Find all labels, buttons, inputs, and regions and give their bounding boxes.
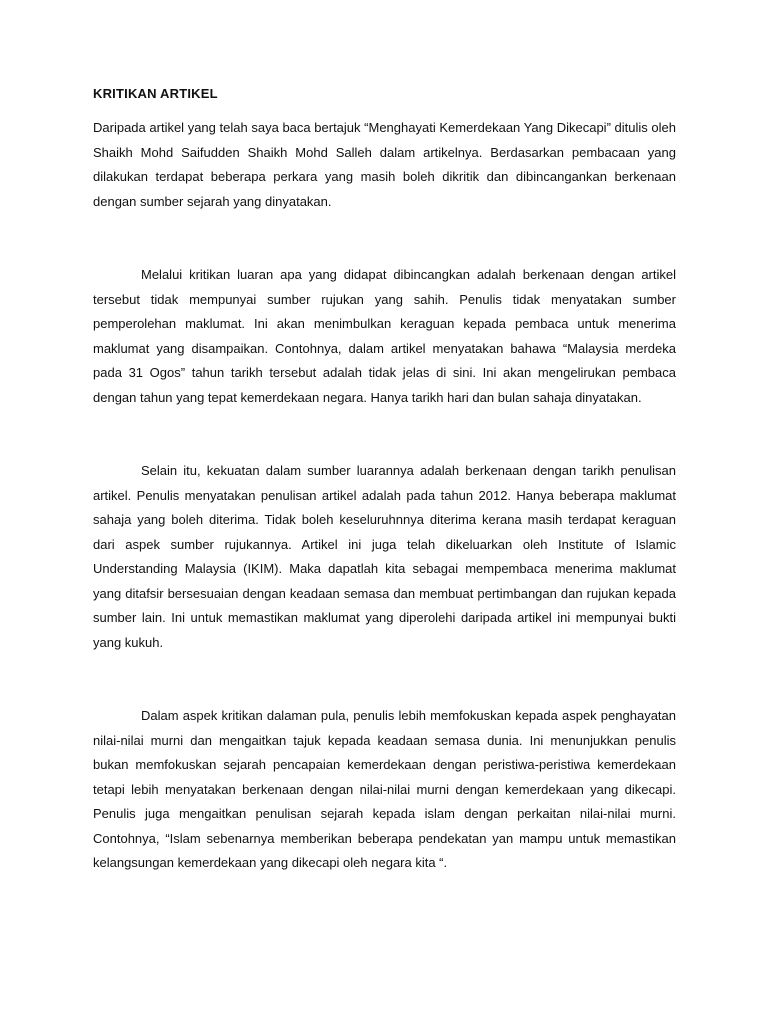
paragraph-internal-critique: Dalam aspek kritikan dalaman pula, penulis lebih memfokuskan kepada aspek penghayatan nilai-nilai murni dan mengaitkan tajuk kepada keadaan semasa dunia. Ini menunjukkan penulis bukan memfokuskan sejarah pencapaian kemerdekaan dengan peristiwa-peristiwa kemerdekaan tetapi lebih menyatakan berkenaan dengan nilai-nilai murni dengan kemerdekaan yang dikecapi. Penulis juga mengaitkan penulisan sejarah kepada islam dengan perkaitan nilai-nilai murni. Contohnya, “Islam sebenarnya memberikan beberapa pendekatan yan mampu untuk memastikan kelangsungan kemerdekaan yang dikecapi oleh negara kita “. — [93, 708, 676, 870]
document-title: KRITIKAN ARTIKEL — [93, 86, 218, 101]
document-body — [93, 86, 676, 876]
paragraph-external-critique: Melalui kritikan luaran apa yang didapat dibincangkan adalah berkenaan dengan artikel tersebut tidak mempunyai sumber rujukan yang sahih. Penulis tidak menyatakan sumber pemperolehan maklumat. Ini akan menimbulkan keraguan kepada pembaca untuk menerima maklumat yang disampaikan. Contohnya, dalam artikel menyatakan bahawa “Malaysia merdeka pada 31 Ogos” tahun tarikh tersebut adalah tidak jelas di sini. Ini akan mengelirukan pembaca dengan tahun yang tepat kemerdekaan negara. Hanya tarikh hari dan bulan sahaja dinyatakan. — [93, 267, 676, 405]
paragraph-introduction: Daripada artikel yang telah saya baca bertajuk “Menghayati Kemerdekaan Yang Dikecapi” ditulis oleh Shaikh Mohd Saifudden Shaikh Mohd Salleh dalam artikelnya. Berdasarkan pembacaan yang dilakukan terdapat beberapa perkara yang masih boleh dikritik dan dibincangankan berkenaan dengan sumber sejarah yang dinyatakan. — [93, 120, 676, 209]
paragraph-external-strength: Selain itu, kekuatan dalam sumber luarannya adalah berkenaan dengan tarikh penulisan artikel. Penulis menyatakan penulisan artikel adalah pada tahun 2012. Hanya beberapa maklumat sahaja yang boleh diterima. Tidak boleh keseluruhnnya diterima kerana masih terdapat keraguan dari aspek sumber rujukannya. Artikel ini juga telah dikeluarkan oleh Institute of Islamic Understanding Malaysia (IKIM). Maka dapatlah kita sebagai mempembaca menerima maklumat yang ditafsir bersesuaian dengan keadaan semasa dan membuat pertimbangan dan rujukan kepada sumber lain. Ini untuk memastikan maklumat yang diperolehi daripada artikel ini mempunyai bukti yang kukuh. — [93, 463, 676, 650]
